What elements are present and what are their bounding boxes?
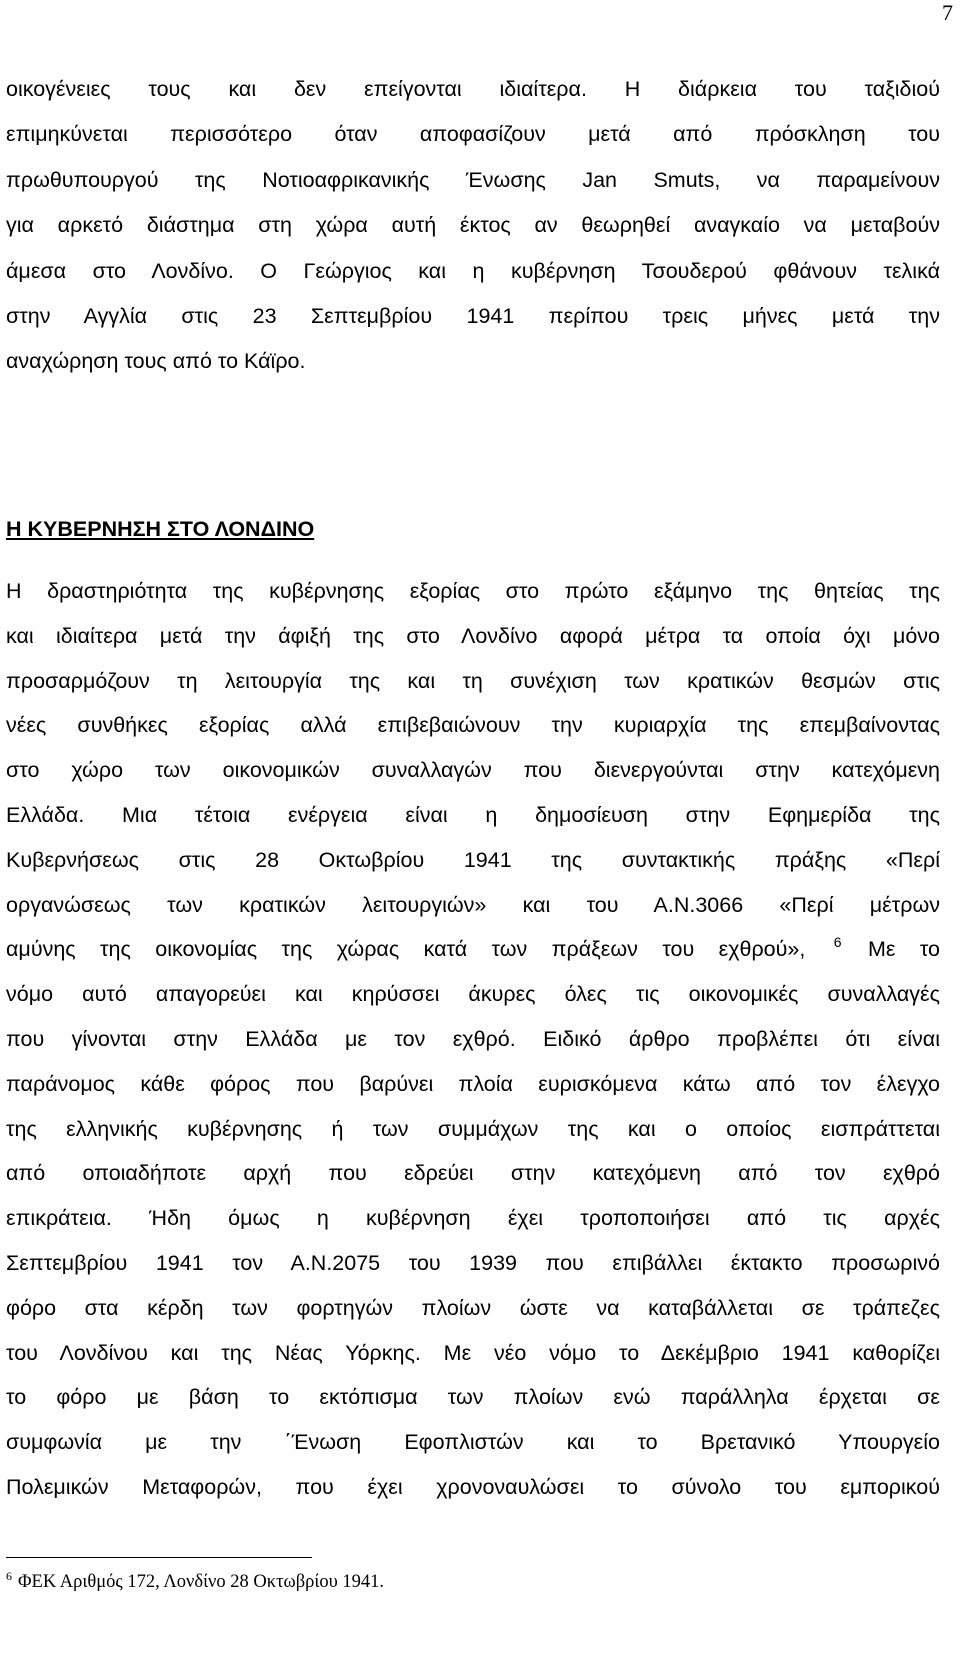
text-line: στο χώρο των οικονομικών συναλλαγών που διενεργούνται στην κατεχόμενη — [6, 758, 940, 783]
text-line: νέες συνθήκες εξορίας αλλά επιβεβαιώνουν την κυριαρχία της επεμβαίνοντας — [6, 713, 940, 738]
text-line: Κυβερνήσεως στις 28 Οκτωβρίου 1941 της συντακτικής πράξης «Περί — [6, 847, 940, 872]
text-line: άμεσα στο Λονδίνο. Ο Γεώργιος και η κυβέρνηση Τσουδερού φθάνουν τελικά — [6, 258, 940, 283]
text-line: από οποιαδήποτε αρχή που εδρεύει στην κατεχόμενη από τον εχθρό — [6, 1161, 940, 1186]
text-line: οικογένειες τους και δεν επείγονται ιδιαίτερα. Η διάρκεια του ταξιδιού — [6, 77, 940, 101]
text-line: αναχώρηση τους από το Κάϊρο. — [6, 349, 306, 374]
footnote-reference: 6 — [833, 934, 842, 951]
text-line: συμφωνία με την ΄Ένωση Εφοπλιστών και το Βρετανικό Υπουργείο — [6, 1430, 940, 1455]
text-line: νόμο αυτό απαγορεύει και κηρύσσει άκυρες όλες τις οικονομικές συναλλαγές — [6, 982, 940, 1007]
text-line: φόρο στα κέρδη των φορτηγών πλοίων ώστε να καταβάλλεται σε τράπεζες — [6, 1295, 940, 1320]
text-line: Πολεμικών Μεταφορών, που έχει χρονοναυλώσει το σύνολο του εμπορικού — [6, 1474, 940, 1499]
footnote-marker: 6 — [6, 1569, 12, 1583]
text-line: πρωθυπουργού της Νοτιοαφρικανικής Ένωσης Jan Smuts, να παραμείνουν — [6, 167, 940, 192]
text-line: Η δραστηριότητα της κυβέρνησης εξορίας στο πρώτο εξάμηνο της θητείας της — [6, 579, 940, 603]
text-line: που γίνονται στην Ελλάδα με τον εχθρό. Ειδικό άρθρο προβλέπει ότι είναι — [6, 1026, 940, 1051]
paragraph-travel — [6, 67, 940, 385]
text-line: του Λονδίνου και της Νέας Υόρκης. Με νέο νόμο το Δεκέμβριο 1941 καθορίζει — [6, 1340, 940, 1365]
footnote-text: ΦΕΚ Αριθμός 172, Λονδίνο 28 Οκτωβρίου 1941. — [18, 1572, 384, 1592]
text-line: της ελληνικής κυβέρνησης ή των συμμάχων της και ο οποίος εισπράττεται — [6, 1116, 940, 1141]
footnote-separator — [6, 1557, 312, 1558]
text-line: Ελλάδα. Μια τέτοια ενέργεια είναι η δημοσίευση στην Εφημερίδα της — [6, 802, 940, 827]
text-line: στην Αγγλία στις 23 Σεπτεμβρίου 1941 περίπου τρεις μήνες μετά την — [6, 303, 940, 328]
text-line: παράνομος κάθε φόρος που βαρύνει πλοία ευρισκόμενα κάτω από τον έλεγχο — [6, 1071, 940, 1096]
text-segment: Με το — [867, 937, 940, 962]
text-line: επιμηκύνεται περισσότερο όταν αποφασίζουν μετά από πρόσκληση του — [6, 122, 940, 147]
text-line: προσαρμόζουν τη λειτουργία της και τη συνέχιση των κρατικών θεσμών στις — [6, 668, 940, 693]
body-text-section — [6, 569, 940, 1510]
section-heading: Η ΚΥΒΕΡΝΗΣΗ ΣΤΟ ΛΟΝΔΙΝΟ — [6, 517, 315, 541]
text-line: για αρκετό διάστημα στη χώρα αυτή έκτος αν θεωρηθεί αναγκαίο να μεταβούν — [6, 213, 940, 238]
body-text — [6, 67, 940, 385]
text-line: επικράτεια. Ήδη όμως η κυβέρνηση έχει τροποποιήσει από τις αρχές — [6, 1206, 940, 1231]
text-line-with-footnote — [6, 927, 940, 972]
footnote — [6, 1568, 384, 1596]
text-line: οργανώσεως των κρατικών λειτουργιών» και του Α.Ν.3066 «Περί μέτρων — [6, 892, 940, 917]
text-line: και ιδιαίτερα μετά την άφιξή της στο Λονδίνο αφορά μέτρα τα οποία όχι μόνο — [6, 623, 940, 648]
text-line: το φόρο με βάση το εκτόπισμα των πλοίων ενώ παράλληλα έρχεται σε — [6, 1385, 940, 1410]
text-segment: αμύνης της οικονομίας της χώρας κατά των πράξεων του εχθρού», — [6, 937, 806, 962]
page-number: 7 — [942, 0, 953, 25]
paragraph-government-activity — [6, 569, 940, 1510]
text-line: Σεπτεμβρίου 1941 τον Α.Ν.2075 του 1939 που επιβάλλει έκτακτο προσωρινό — [6, 1250, 940, 1275]
